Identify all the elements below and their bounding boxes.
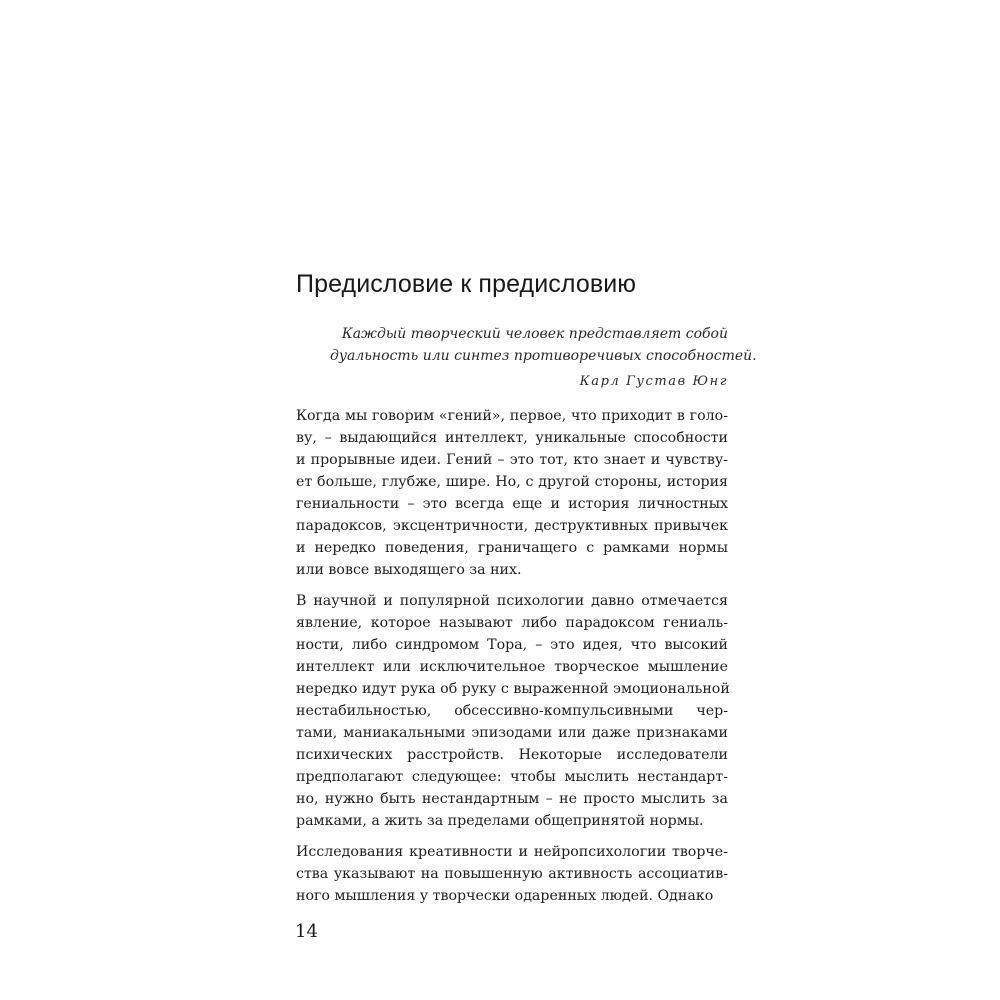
text-line: и нередко поведения, граничащего с рамками нормы: [296, 540, 728, 556]
text-line: Когда мы говорим «гений», первое, что приходит в голо-: [296, 408, 728, 424]
text-line: предполагают следующее: чтобы мыслить нестандарт-: [296, 769, 728, 785]
text-line: парадоксов, эксцентричности, деструктивных привычек: [296, 518, 728, 534]
page-number: 14: [295, 921, 318, 942]
paragraph: [296, 590, 728, 832]
text-line: ства указывают на повышенную активность ассоциатив-: [296, 866, 728, 882]
epigraph: [330, 323, 757, 393]
text-line: или вовсе выходящего за них.: [296, 562, 522, 578]
text-line: Исследования креативности и нейропсихологии творче-: [296, 844, 728, 860]
chapter-title: Предисловие к предисловию: [296, 270, 637, 298]
paragraph: [296, 841, 728, 907]
text-line: В научной и популярной психологии давно отмечается: [296, 593, 728, 609]
text-line: интеллект или исключительное творческое мышление: [296, 659, 728, 675]
text-line: нередко идут рука об руку с выраженной эмоциональной: [296, 681, 730, 697]
text-line: психических расстройств. Некоторые исследователи: [296, 747, 728, 763]
text-line: явление, которое называют либо парадоксом гениаль-: [296, 615, 728, 631]
body-text: [296, 405, 728, 916]
epigraph-line: дуальность или синтез противоречивых способностей.: [330, 348, 757, 364]
epigraph-line: Каждый творческий человек представляет собой: [341, 326, 728, 342]
text-line: рамками, а жить за пределами общепринятой нормы.: [296, 813, 704, 829]
paragraph: [296, 405, 728, 581]
text-line: тами, маниакальными эпизодами или даже признаками: [296, 725, 728, 741]
text-line: ву, – выдающийся интеллект, уникальные способности: [296, 430, 728, 446]
epigraph-author: Карл Густав Юнг: [579, 374, 728, 389]
text-line: но, нужно быть нестандартным – не просто мыслить за: [296, 791, 728, 807]
text-line: гениальности – это всегда еще и история личностных: [296, 496, 728, 512]
text-line: ет больше, глубже, шире. Но, с другой стороны, история: [296, 474, 728, 490]
text-line: ного мышления у творчески одаренных людей. Однако: [296, 888, 714, 904]
text-line: нестабильностью, обсессивно-компульсивными чер-: [296, 703, 728, 719]
text-line: ности, либо синдромом Тора, – это идея, что высокий: [296, 637, 728, 653]
text-line: и прорывные идеи. Гений – это тот, кто знает и чувству-: [296, 452, 728, 468]
